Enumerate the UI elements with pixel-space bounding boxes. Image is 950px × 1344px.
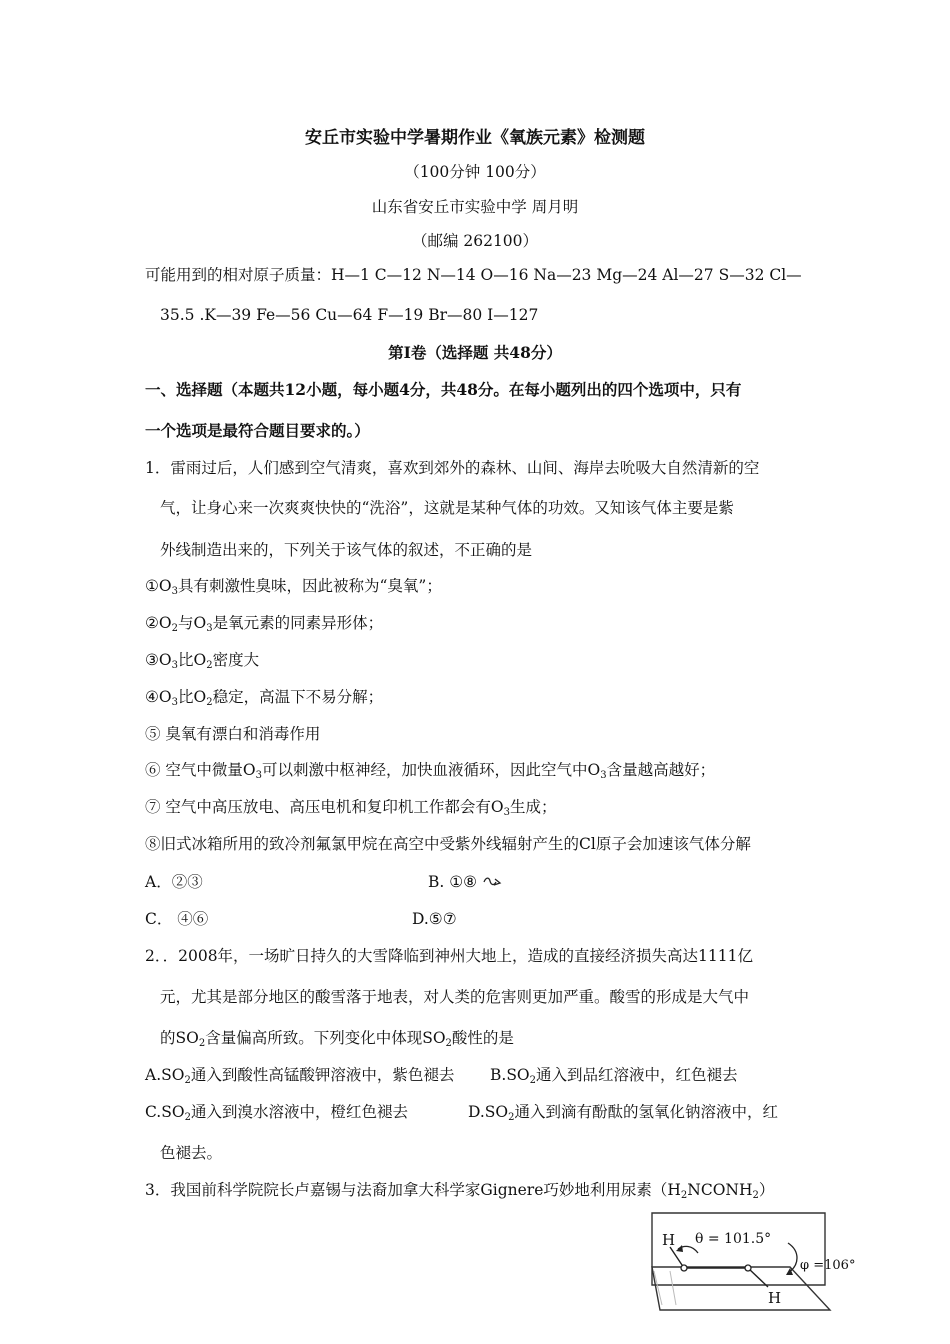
q2-option-c: $C.SO_2$通入到溴水溶液中，橙红色褪去 bbox=[145, 1103, 408, 1123]
q1-stem-line-3: 外线制造出来的，下列关于该气体的叙述，不正确的是 bbox=[160, 541, 533, 559]
q2-stem-line-2: 元，尤其是部分地区的酸雪落于地表，对人类的危害则更加严重。酸雪的形成是大气中 bbox=[160, 988, 750, 1006]
q2-option-b: $B.SO_2$通入到品红溶液中，红色褪去 bbox=[490, 1066, 738, 1086]
q2-option-a: $A.SO_2$通入到酸性高锰酸钾溶液中，紫色褪去 bbox=[145, 1066, 455, 1086]
hydrogen-label-bottom: H bbox=[768, 1289, 782, 1307]
author-school: 山东省安丘市实验中学 周月明 bbox=[371, 198, 579, 216]
q1-stem-line-2: 气，让身心来一次爽爽快快的“洗浴”，这就是某种气体的功效。又知该气体主要是紫 bbox=[160, 499, 734, 517]
q2-stem-line-3: 的$SO_2$含量偏高所致。下列变化中体现$SO_2$酸性的是 bbox=[160, 1029, 514, 1049]
q1-statement-8: ⑧旧式冰箱所用的致冷剂氟氯甲烷在高空中受紫外线辐射产生的Cl原子会加速该气体分解 bbox=[145, 835, 751, 853]
q1-statement-5: ⑤ 臭氧有漂白和消毒作用 bbox=[145, 725, 321, 743]
q1-option-c: C． ④⑥ bbox=[145, 910, 209, 928]
q1-statement-1: $①O_3$具有刺激性臭味，因此被称为“臭氧”； bbox=[145, 577, 442, 597]
postcode: （邮编 262100） bbox=[411, 232, 539, 250]
q2-option-d-continued: 色褪去。 bbox=[160, 1144, 223, 1162]
document-subtitle: （100分钟 100分） bbox=[404, 163, 546, 181]
q1-statement-3: $③O_3$比$O_2$密度大 bbox=[145, 651, 260, 671]
q1-statement-7: ⑦ 空气中高压放电、高压电机和复印机工作都会有$O_3$生成； bbox=[145, 798, 557, 818]
part1-instructions-line-2: 一个选项是最符合题目要求的。） bbox=[145, 421, 370, 440]
q2-stem-line-1: 2．．2008年，一场旷日持久的大雪降临到神州大地上，造成的直接经济损失高达1111亿 bbox=[145, 947, 754, 965]
q1-option-d: D.⑤⑦ bbox=[412, 910, 457, 928]
q1-statement-4: $④O_3$比$O_2$稳定，高温下不易分解； bbox=[145, 688, 384, 708]
q1-option-b: B. ①⑧ bbox=[428, 872, 502, 892]
molecule-geometry-diagram bbox=[640, 1205, 865, 1320]
q1-statement-2: $②O_2$与$O_3$是氧元素的同素异形体； bbox=[145, 614, 384, 634]
q1-statement-6: ⑥ 空气中微量$O_3$可以刺激中枢神经，加快血液循环，因此空气中$O_3$含量越高越好； bbox=[145, 761, 716, 781]
section-title: 第Ⅰ卷（选择题 共48分） bbox=[388, 343, 562, 362]
q1-stem-line-1: 1．雷雨过后，人们感到空气清爽，喜欢到郊外的森林、山间、海岸去吮吸大自然清新的空 bbox=[145, 459, 760, 477]
part1-instructions-line-1: 一、选择题（本题共12小题，每小题4分，共48分。在每小题列出的四个选项中，只有 bbox=[145, 380, 742, 399]
atomic-mass-line-2: 35.5 .K—39 Fe—56 Cu—64 F—19 Br—80 I—127 bbox=[160, 306, 539, 324]
decorative-squiggle-icon bbox=[482, 876, 502, 888]
q2-option-d: $D.SO_2$通入到滴有酚酞的氢氧化钠溶液中，红 bbox=[468, 1103, 779, 1123]
q3-stem-line-1: 3．我国前科学院院长卢嘉锡与法裔加拿大科学家Gignere巧妙地利用尿素$(H_2NCONH_2)$ bbox=[145, 1181, 775, 1201]
theta-angle-label: θ = 101.5° bbox=[695, 1231, 772, 1247]
q1-option-a: A．②③ bbox=[145, 873, 203, 891]
hydrogen-label-top: H bbox=[662, 1231, 676, 1249]
document-title: 安丘市实验中学暑期作业《氧族元素》检测题 bbox=[305, 128, 645, 148]
phi-angle-label: φ =106° bbox=[800, 1258, 856, 1273]
atomic-mass-line-1: 可能用到的相对原子质量：H—1 C—12 N—14 O—16 Na—23 Mg—24 Al—27 S—32 Cl— bbox=[145, 266, 802, 284]
